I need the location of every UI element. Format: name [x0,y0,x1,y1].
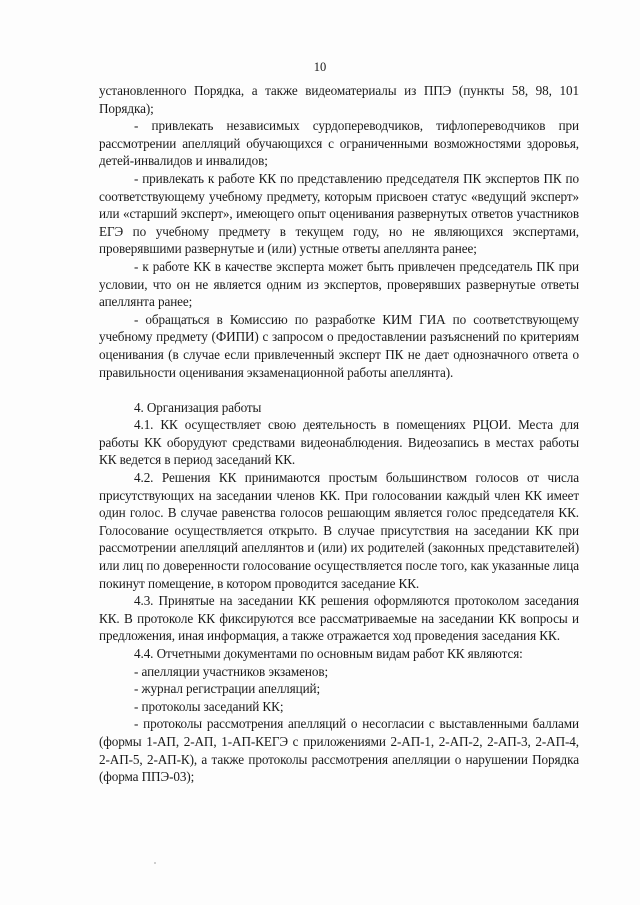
paragraph-list-item: - журнал регистрации апелляций; [134,681,321,697]
paragraph-list-item: - привлекать независимых сурдопереводчиков, тифлопереводчиков при рассмотрении апелляций обучающихся с ограниченными возможностями здоровья, детей-инвалидов и инвалидов; [99,118,579,169]
paragraph-clause: 4.4. Отчетными документами по основным видам работ КК являются: [134,646,523,661]
paragraph-list-item: - апелляции участников экзаменов; [134,663,329,679]
paragraph-continuation: установленного Порядка, а также видеоматериалы из ППЭ (пункты 58, 98, 101 Порядка); [99,83,579,116]
paragraph-list-item: - обращаться в Комиссию по разработке КИМ ГИА по соответствующему учебному предмету (ФИПИ) с запросом о предоставлении разъяснений по критериям оценивания (в случае если привлеченный эксперт ПК не дает однозначного ответа о правильности оценивания экзаменационной работы апеллянта). [99,311,579,380]
page-number: 10 [313,60,327,74]
paragraph-list-item: - протоколы заседаний КК; [134,698,284,714]
paragraph-list-item: - протоколы рассмотрения апелляций о несогласии с выставленными баллами (формы 1-АП, 2-АП, 1-АП-КЕГЭ с приложениями 2-АП-1, 2-АП-2, 2-АП-3, 2-АП-4, 2-АП-5, 2-АП-К), а также протоколы рассмотрения апелляции о нарушении Порядка (форма ППЭ-03); [99,716,579,785]
paragraph-clause: 4.2. Решения КК принимаются простым большинством голосов от числа присутствующих на заседании членов КК. При голосовании каждый член КК имеет один голос. В случае равенства голосов решающим является голос председателя КК. Голосование осуществляется открыто. В случае присутствия на заседании КК при рассмотрении апелляций апеллянтов и (или) их родителей (законных представителей) или лиц по доверенности голосование осуществляется после того, как указанные лица покинут помещение, в котором проводится заседание КК. [99,470,579,591]
section-heading: 4. Организация работы [134,399,262,415]
paragraph-clause: 4.3. Принятые на заседании КК решения оформляются протоколом заседания КК. В протоколе КК фиксируются все рассматриваемые на заседании КК вопросы и предложения, иная информация, а также отражается ход проведения заседания КК. [99,593,579,644]
paragraph-list-item: - привлекать к работе КК по представлению председателя ПК экспертов ПК по соответствующему учебному предмету, которым присвоен статус «ведущий эксперт» или «старший эксперт», имеющего опыт оценивания развернутых ответов участников ЕГЭ по учебному предмету в текущем году, но не являющихся экспертами, проверявшими развернутые и (или) устные ответы апеллянта ранее; [99,170,579,257]
paragraph-clause: 4.1. КК осуществляет свою деятельность в помещениях РЦОИ. Места для работы КК оборудуют средствами видеонаблюдения. Видеозапись в местах работы КК ведется в период заседаний КК. [99,417,579,468]
scan-speck [154,862,156,864]
document-body [99,82,579,786]
paragraph-list-item: - к работе КК в качестве эксперта может быть привлечен председатель ПК при условии, что он не является одним из экспертов, проверявших развернутые ответы апеллянта ранее; [99,258,579,310]
